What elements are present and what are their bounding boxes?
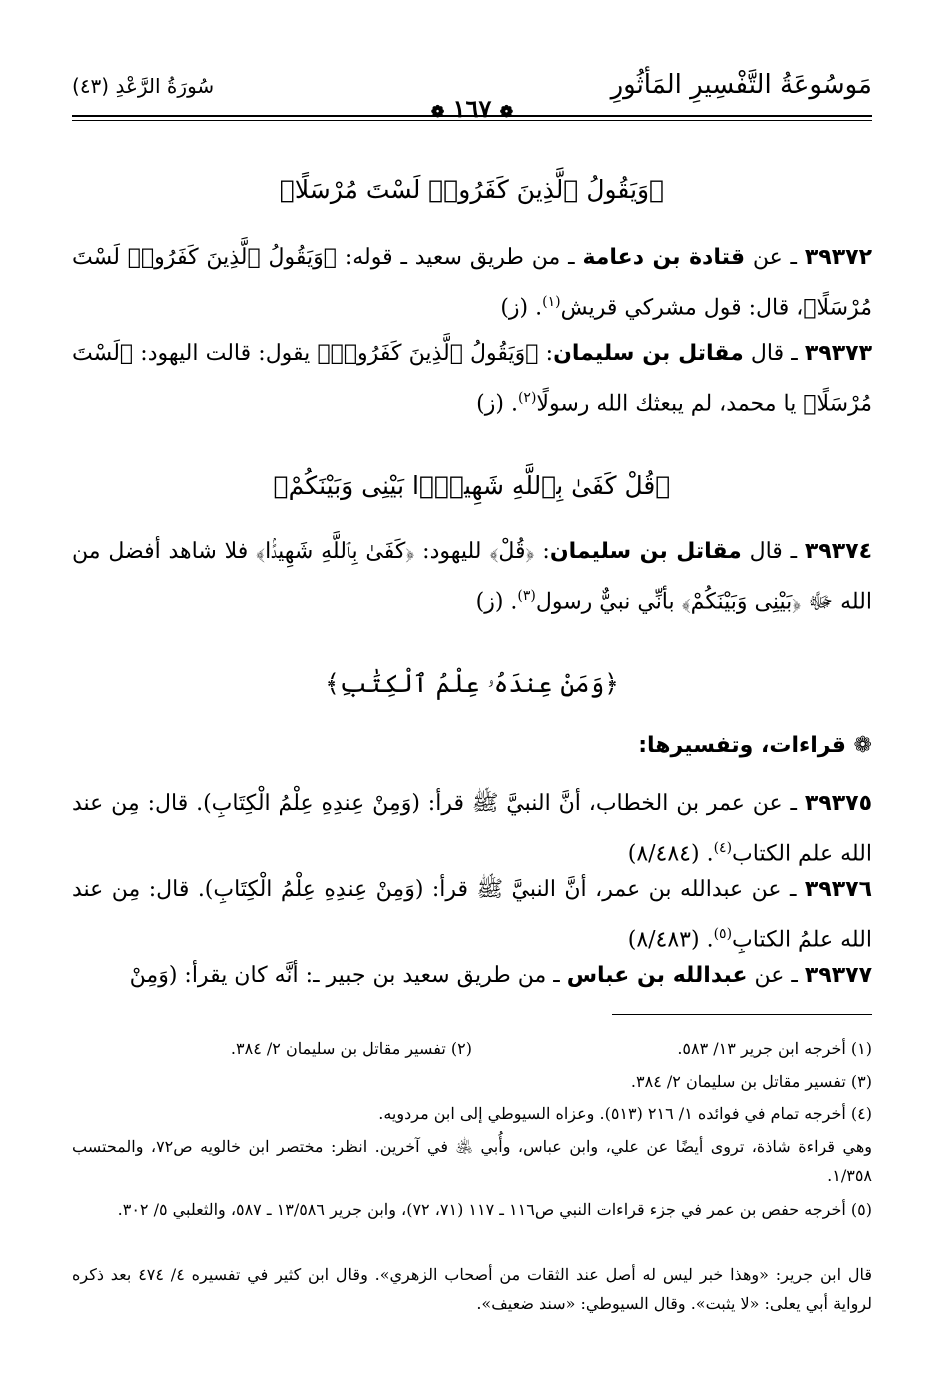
narrator-name: عبدالله بن عباس bbox=[566, 963, 748, 988]
ornament-icon: ❁ bbox=[499, 102, 514, 121]
narration-number: ٣٩٣٧٥ bbox=[804, 791, 872, 816]
quran-quote: ﴿لَسْتَ مُرْسَلًا﴾ bbox=[72, 341, 872, 417]
narration-39376 bbox=[72, 868, 872, 962]
footnote-ref[interactable]: (١) bbox=[542, 294, 561, 310]
narration-39372 bbox=[72, 236, 872, 330]
quran-quote: ﴿كَفَىٰ بِٱللَّهِ شَهِيدًۢا﴾ bbox=[256, 539, 415, 564]
page-header bbox=[72, 70, 872, 123]
narration-text: ـ عن bbox=[747, 963, 805, 988]
footnote-4-continued: وهي قراءة شاذة، تروى أيضًا عن علي، وابن عباس، وأُبي ﵁ في آخرين. انظر: مختصر ابن خالويه ص٧٢، والمحتسب ١/٣٥٨. bbox=[72, 1137, 872, 1185]
footnote-5: (٥) أخرجه حفص بن عمر في جزء قراءات النبي ص١١٦ ـ ١١٧ (٧١، ٧٢)، وابن جرير ١٣/٥٨٦ ـ ٥٨٧، والثعلبي ٥/ ٣٠٢. bbox=[117, 1200, 872, 1219]
narration-number: ٣٩٣٧٤ bbox=[804, 539, 873, 564]
narration-number: ٣٩٣٧٦ bbox=[804, 877, 872, 902]
narrator-name: مقاتل بن سليمان bbox=[553, 341, 744, 366]
footnote-1: (١) أخرجه ابن جرير ١٣/ ٥٨٣. bbox=[677, 1039, 872, 1058]
source-code: . (ز) bbox=[500, 295, 543, 321]
narration-text: ـ من طريق سعيد ـ قوله: bbox=[336, 245, 583, 270]
book-title: مَوسُوعَةُ التَّفْسِيرِ المَأثُورِ bbox=[610, 70, 872, 100]
footnote-ref[interactable]: (٥) bbox=[713, 926, 733, 942]
footnote-ref[interactable]: (٣) bbox=[517, 588, 536, 604]
footnote-separator bbox=[612, 1014, 872, 1015]
header-rule-thin bbox=[72, 120, 872, 121]
source-code: . (ز) bbox=[476, 391, 518, 417]
header-rule bbox=[72, 115, 872, 117]
surah-title: سُورَةُ الرَّعْدِ (٤٣) bbox=[72, 74, 215, 98]
source-code: . (٨/٤٨٣) bbox=[627, 927, 714, 953]
verse-heading: ﴿قُلْ كَفَىٰ بِٱللَّهِ شَهِيدًۢا بَيْنِى وَبَيْنَكُمْ﴾ bbox=[273, 471, 671, 500]
narrator-name: قتادة بن دعامة bbox=[582, 245, 745, 270]
narration-39374 bbox=[72, 530, 872, 624]
narration-number: ٣٩٣٧٢ bbox=[804, 245, 872, 270]
narration-39377 bbox=[72, 954, 872, 998]
narration-text: ـ عن bbox=[745, 245, 805, 270]
narration-text: يا محمد، لم يبعثك الله رسولًا bbox=[536, 391, 804, 417]
footnote-ref[interactable]: (٤) bbox=[713, 840, 733, 856]
source-code: . (ز) bbox=[475, 589, 518, 615]
narration-text: ـ من طريق سعيد بن جبير ـ: أنَّه كان يقرأ: (وَمِنْ bbox=[129, 963, 567, 988]
page-number-block bbox=[72, 94, 872, 123]
footnote-2: (٢) تفسير مقاتل بن سليمان ٢/ ٣٨٤. bbox=[230, 1039, 472, 1058]
narration-text: : bbox=[538, 341, 554, 366]
narration-text: ، قال: قول مشركي قريش bbox=[560, 295, 804, 321]
narration-text: ـ قال bbox=[743, 341, 805, 366]
quran-quote: ﴿بَيْنِى وَبَيْنَكُمْ﴾ bbox=[681, 589, 802, 615]
narration-text: ـ عن عبدالله بن عمر، أنَّ النبيَّ ﷺ قرأ: (وَمِنْ عِندِهِ عِلْمُ الْكِتَابِ). قال: مِن عند الله علمُ الكتابِ bbox=[72, 877, 872, 953]
narration-39375 bbox=[72, 782, 872, 876]
footnote-ref[interactable]: (٢) bbox=[517, 390, 537, 406]
narration-text: فلا شاهد أفضل من الله ﷻ bbox=[72, 539, 872, 615]
narrator-name: مقاتل بن سليمان bbox=[549, 539, 742, 564]
ornament-icon: ❁ bbox=[430, 102, 445, 121]
section-heading: ❁ قراءات، وتفسيرها: bbox=[638, 733, 872, 758]
verse-heading: ﴿وَيَقُولُ ٱلَّذِينَ كَفَرُوا۟ لَسْتَ مُرْسَلًا﴾ bbox=[279, 175, 665, 204]
quran-quote: ﴿وَيَقُولُ ٱلَّذِينَ كَفَرُوا۟ لَسْتَ مُرْسَلًا﴾ bbox=[72, 245, 872, 321]
footnote-3: (٣) تفسير مقاتل بن سليمان ٢/ ٣٨٤. bbox=[630, 1072, 872, 1091]
source-code: . (٨/٤٨٤) bbox=[627, 841, 714, 867]
verse-heading: ﴿وَمَنْ عِندَهُۥ عِلْمُ ٱلْكِتَٰبِ﴾ bbox=[325, 669, 619, 698]
narration-text: ـ عن عمر بن الخطاب، أنَّ النبيَّ ﷺ قرأ: (وَمِنْ عِندِهِ عِلْمُ الْكِتَابِ). قال: مِن عند الله علم الكتاب bbox=[72, 791, 872, 867]
narration-39373 bbox=[72, 332, 872, 426]
narration-text: يقول: قالت اليهود: bbox=[133, 341, 318, 366]
narration-text: لليهود: bbox=[414, 539, 490, 564]
page-number: ١٦٧ bbox=[452, 94, 492, 123]
quran-quote: ﴿وَيَقُولُ ٱلَّذِينَ كَفَرُوا۟﴾ bbox=[317, 341, 539, 366]
narration-text: بأنِّي نبيٌّ رسول bbox=[535, 589, 682, 615]
narration-number: ٣٩٣٧٣ bbox=[804, 341, 873, 366]
narration-number: ٣٩٣٧٧ bbox=[804, 963, 872, 988]
narration-text: ـ قال bbox=[741, 539, 805, 564]
narration-text: : bbox=[534, 539, 550, 564]
footnote-row bbox=[72, 1034, 872, 1063]
quran-quote: ﴿قُلْ﴾ bbox=[489, 539, 535, 564]
footnote-5-continued: قال ابن جرير: «وهذا خبر ليس له أصل عند الثقات من أصحاب الزهري». وقال ابن كثير في تفسيره ٤/ ٤٧٤ بعد ذكره لرواية أبي يعلى: «لا يثبت». وقال السيوطي: «سند ضعيف». bbox=[72, 1265, 873, 1313]
footnote-4: (٤) أخرجه تمام في فوائده ١/ ٢١٦ (٥١٣). وعزاه السيوطي إلى ابن مردويه. bbox=[378, 1104, 872, 1123]
